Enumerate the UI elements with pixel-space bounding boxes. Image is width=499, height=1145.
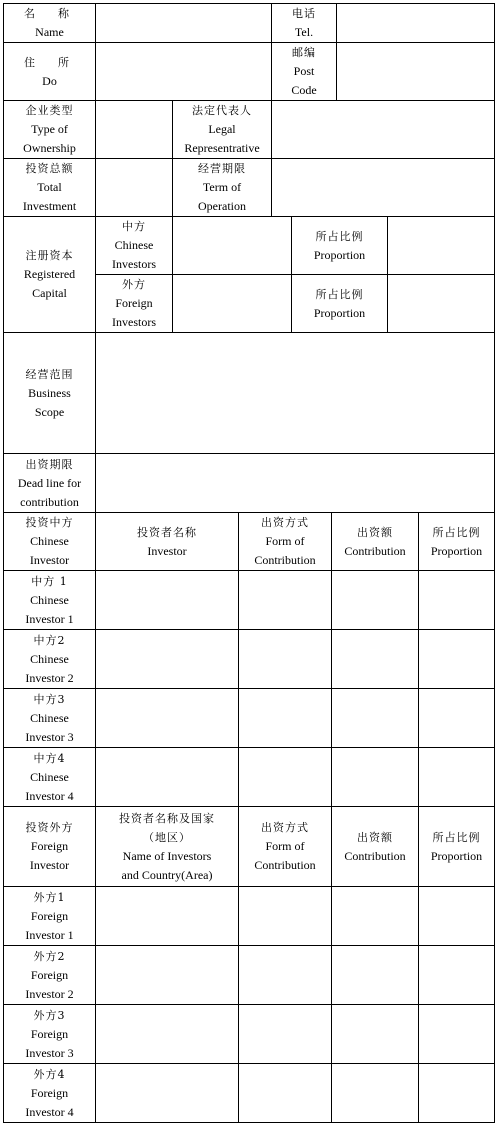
total-investment-label-cell bbox=[3, 158, 96, 217]
fr-row-1-zh: 外方1 bbox=[33, 890, 66, 904]
fr-2-investor-field[interactable] bbox=[95, 945, 239, 1005]
foreign-capital-field[interactable] bbox=[172, 274, 292, 333]
cn-header-col1-zh: 投资中方 bbox=[25, 516, 74, 529]
fr-4-amount-field[interactable] bbox=[331, 1063, 419, 1123]
legal-rep-label-en2: Representrative bbox=[184, 141, 260, 155]
fr-header-proportion-en: Proportion bbox=[430, 848, 483, 863]
deadline-field[interactable] bbox=[95, 453, 495, 513]
fr-1-investor-field[interactable] bbox=[95, 886, 239, 946]
cn-header-amount-en: Contribution bbox=[344, 543, 406, 558]
chinese-proportion-field[interactable] bbox=[387, 216, 495, 275]
cn-3-amount-field[interactable] bbox=[331, 688, 419, 748]
foreign-investors-label-cell bbox=[95, 274, 173, 333]
business-scope-field[interactable] bbox=[95, 332, 495, 454]
cn-row-4-zh: 中方4 bbox=[33, 751, 66, 765]
name-label-en: Name bbox=[35, 25, 64, 39]
cn-3-investor-field[interactable] bbox=[95, 688, 239, 748]
cn-row-label bbox=[3, 688, 96, 748]
fr-header-proportion-col bbox=[418, 806, 495, 887]
cn-3-proportion-field[interactable] bbox=[418, 688, 495, 748]
fr-row-3-en1: Foreign bbox=[30, 1026, 69, 1041]
fr-row-2-en2: Investor 2 bbox=[25, 986, 74, 1001]
foreign-proportion-label-zh: 所占比例 bbox=[315, 287, 364, 301]
tel-field[interactable] bbox=[336, 3, 495, 43]
cn-row-3-zh: 中方3 bbox=[33, 692, 66, 706]
postcode-label-zh: 邮编 bbox=[292, 46, 316, 59]
cn-4-proportion-field[interactable] bbox=[418, 747, 495, 807]
fr-1-amount-field[interactable] bbox=[331, 886, 419, 946]
fr-header-form-zh: 出资方式 bbox=[261, 821, 309, 834]
foreign-proportion-label-cell bbox=[291, 274, 388, 333]
fr-3-investor-field[interactable] bbox=[95, 1004, 239, 1064]
term-label-en1: Term of bbox=[202, 180, 242, 194]
fr-row-label bbox=[3, 1004, 96, 1064]
term-label-zh: 经营期限 bbox=[198, 162, 246, 175]
name-label-zh: 名 称 bbox=[24, 7, 75, 20]
cn-header-investor-en: Investor bbox=[147, 543, 187, 558]
cn-1-amount-field[interactable] bbox=[331, 570, 419, 630]
cn-row-label bbox=[3, 629, 96, 689]
cn-4-investor-field[interactable] bbox=[95, 747, 239, 807]
fr-row-4-en2: Investor 4 bbox=[25, 1104, 74, 1119]
fr-3-amount-field[interactable] bbox=[331, 1004, 419, 1064]
fr-header-investor-en2: and Country(Area) bbox=[121, 867, 213, 882]
foreign-investors-label-zh: 外方 bbox=[122, 278, 146, 291]
address-label-cell bbox=[3, 42, 96, 101]
cn-row-1-en1: Chinese bbox=[30, 592, 69, 607]
total-investment-label-en1: Total bbox=[37, 180, 62, 194]
cn-header-proportion-zh: 所占比例 bbox=[432, 525, 481, 539]
cn-row-2-zh: 中方2 bbox=[33, 633, 66, 647]
postcode-field[interactable] bbox=[336, 42, 495, 101]
foreign-proportion-label-en: Proportion bbox=[313, 305, 366, 320]
business-scope-label-en1: Business bbox=[28, 385, 71, 400]
fr-header-investor-col bbox=[3, 806, 96, 887]
fr-row-label bbox=[3, 1063, 96, 1123]
ownership-label-en2: Ownership bbox=[23, 141, 76, 155]
cn-1-proportion-field[interactable] bbox=[418, 570, 495, 630]
fr-row-label bbox=[3, 886, 96, 946]
fr-3-proportion-field[interactable] bbox=[418, 1004, 495, 1064]
fr-4-form-field[interactable] bbox=[238, 1063, 332, 1123]
fr-1-form-field[interactable] bbox=[238, 886, 332, 946]
legal-rep-label-cell bbox=[172, 100, 272, 159]
chinese-proportion-label-cell bbox=[291, 216, 388, 275]
fr-row-3-en2: Investor 3 bbox=[25, 1045, 74, 1060]
address-label-zh: 住 所 bbox=[24, 55, 75, 69]
ownership-label-cell bbox=[3, 100, 96, 159]
cn-header-amount-zh: 出资额 bbox=[357, 525, 393, 539]
cn-row-4-en1: Chinese bbox=[30, 769, 69, 784]
cn-row-1-zh: 中方 1 bbox=[31, 574, 68, 588]
cn-row-2-en1: Chinese bbox=[30, 651, 69, 666]
fr-row-3-zh: 外方3 bbox=[33, 1008, 66, 1022]
cn-header-proportion-col bbox=[418, 512, 495, 571]
cn-3-form-field[interactable] bbox=[238, 688, 332, 748]
fr-2-amount-field[interactable] bbox=[331, 945, 419, 1005]
fr-row-1-en2: Investor 1 bbox=[25, 927, 74, 942]
cn-header-form-zh: 出资方式 bbox=[261, 516, 309, 529]
fr-header-form-en2: Contribution bbox=[254, 858, 316, 872]
chinese-investors-label-en2: Investors bbox=[112, 257, 156, 271]
ownership-label-zh: 企业类型 bbox=[25, 104, 74, 117]
business-scope-label-en2: Scope bbox=[34, 404, 65, 419]
cn-header-proportion-en: Proportion bbox=[430, 543, 483, 558]
fr-3-form-field[interactable] bbox=[238, 1004, 332, 1064]
chinese-capital-field[interactable] bbox=[172, 216, 292, 275]
ownership-label-en1: Type of bbox=[31, 122, 68, 136]
address-field[interactable] bbox=[95, 42, 272, 101]
postcode-label-cell bbox=[271, 42, 337, 101]
fr-header-form-col bbox=[238, 806, 332, 887]
registered-capital-label-zh: 注册资本 bbox=[25, 249, 74, 262]
chinese-investors-label-zh: 中方 bbox=[122, 220, 146, 233]
fr-row-1-en1: Foreign bbox=[30, 908, 69, 923]
cn-4-amount-field[interactable] bbox=[331, 747, 419, 807]
cn-row-label bbox=[3, 747, 96, 807]
cn-row-3-en2: Investor 3 bbox=[25, 729, 74, 744]
cn-header-form-en1: Form of bbox=[265, 534, 305, 548]
address-label-en: Do bbox=[42, 73, 57, 88]
deadline-label-zh: 出资期限 bbox=[25, 457, 74, 471]
registered-capital-label-en1: Registered bbox=[23, 267, 76, 281]
legal-rep-field[interactable] bbox=[271, 100, 495, 159]
cn-2-form-field[interactable] bbox=[238, 629, 332, 689]
postcode-label-en1: Post bbox=[293, 64, 315, 78]
cn-1-form-field[interactable] bbox=[238, 570, 332, 630]
deadline-label-en1: Dead line for bbox=[17, 475, 82, 490]
cn-4-form-field[interactable] bbox=[238, 747, 332, 807]
fr-header-proportion-zh: 所占比例 bbox=[432, 830, 481, 844]
cn-2-proportion-field[interactable] bbox=[418, 629, 495, 689]
cn-row-1-en2: Investor 1 bbox=[25, 611, 74, 626]
registered-capital-label-cell bbox=[3, 216, 96, 333]
term-label-en2: Operation bbox=[198, 199, 246, 213]
fr-header-amount-col bbox=[331, 806, 419, 887]
fr-header-amount-zh: 出资额 bbox=[357, 830, 393, 844]
chinese-proportion-label-en: Proportion bbox=[313, 247, 366, 262]
cn-header-investor-col bbox=[3, 512, 96, 571]
chinese-investors-label-cell bbox=[95, 216, 173, 275]
cn-header-col1-en2: Investor bbox=[29, 553, 70, 567]
business-scope-label-zh: 经营范围 bbox=[25, 367, 74, 381]
chinese-proportion-label-zh: 所占比例 bbox=[315, 229, 364, 243]
fr-row-4-zh: 外方4 bbox=[33, 1067, 66, 1081]
total-investment-label-zh: 投资总额 bbox=[25, 162, 74, 175]
fr-1-proportion-field[interactable] bbox=[418, 886, 495, 946]
cn-1-investor-field[interactable] bbox=[95, 570, 239, 630]
fr-header-col1-en2: Investor bbox=[29, 858, 70, 872]
tel-label-cell bbox=[271, 3, 337, 43]
fr-header-form-en1: Form of bbox=[265, 839, 305, 853]
foreign-investors-label-en2: Investors bbox=[112, 315, 156, 329]
fr-header-investor-en1: Name of Investors bbox=[122, 848, 212, 863]
fr-row-4-en1: Foreign bbox=[30, 1085, 69, 1100]
fr-header-investor-zh1: 投资者名称及国家 bbox=[119, 811, 215, 825]
name-label-cell bbox=[3, 3, 96, 43]
cn-header-form-en2: Contribution bbox=[254, 553, 316, 567]
fr-header-investor-zh2: （地区） bbox=[143, 830, 191, 844]
name-field[interactable] bbox=[95, 3, 272, 43]
term-field[interactable] bbox=[271, 158, 495, 217]
foreign-proportion-field[interactable] bbox=[387, 274, 495, 333]
cn-header-form-col bbox=[238, 512, 332, 571]
deadline-label-en2: contribution bbox=[20, 494, 79, 509]
cn-row-4-en2: Investor 4 bbox=[25, 788, 74, 803]
total-investment-field[interactable] bbox=[95, 158, 173, 217]
cn-header-amount-col bbox=[331, 512, 419, 571]
tel-label-zh: 电话 bbox=[292, 7, 316, 20]
cn-header-col1-en1: Chinese bbox=[30, 534, 69, 548]
deadline-label-cell bbox=[3, 453, 96, 513]
postcode-label-en2: Code bbox=[291, 83, 317, 97]
fr-2-proportion-field[interactable] bbox=[418, 945, 495, 1005]
term-label-cell bbox=[172, 158, 272, 217]
fr-row-label bbox=[3, 945, 96, 1005]
tel-label-en: Tel. bbox=[294, 25, 314, 39]
cn-header-investor-zh: 投资者名称 bbox=[137, 525, 197, 539]
chinese-investors-label-en1: Chinese bbox=[114, 238, 154, 252]
registered-capital-label-en2: Capital bbox=[32, 286, 67, 300]
fr-header-amount-en: Contribution bbox=[344, 848, 406, 863]
fr-2-form-field[interactable] bbox=[238, 945, 332, 1005]
total-investment-label-en2: Investment bbox=[22, 199, 77, 213]
fr-4-proportion-field[interactable] bbox=[418, 1063, 495, 1123]
fr-header-col1-en1: Foreign bbox=[30, 839, 69, 853]
cn-2-amount-field[interactable] bbox=[331, 629, 419, 689]
fr-header-name-col bbox=[95, 806, 239, 887]
fr-header-col1-zh: 投资外方 bbox=[25, 821, 74, 834]
foreign-investors-label-en1: Foreign bbox=[115, 296, 153, 310]
cn-header-name-col bbox=[95, 512, 239, 571]
cn-row-2-en2: Investor 2 bbox=[25, 670, 74, 685]
ownership-field[interactable] bbox=[95, 100, 173, 159]
fr-4-investor-field[interactable] bbox=[95, 1063, 239, 1123]
legal-rep-label-en1: Legal bbox=[208, 122, 236, 136]
cn-row-3-en1: Chinese bbox=[30, 710, 69, 725]
cn-row-label bbox=[3, 570, 96, 630]
cn-2-investor-field[interactable] bbox=[95, 629, 239, 689]
legal-rep-label-zh: 法定代表人 bbox=[192, 104, 252, 117]
fr-row-2-zh: 外方2 bbox=[33, 949, 66, 963]
business-scope-label-cell bbox=[3, 332, 96, 454]
fr-row-2-en1: Foreign bbox=[30, 967, 69, 982]
